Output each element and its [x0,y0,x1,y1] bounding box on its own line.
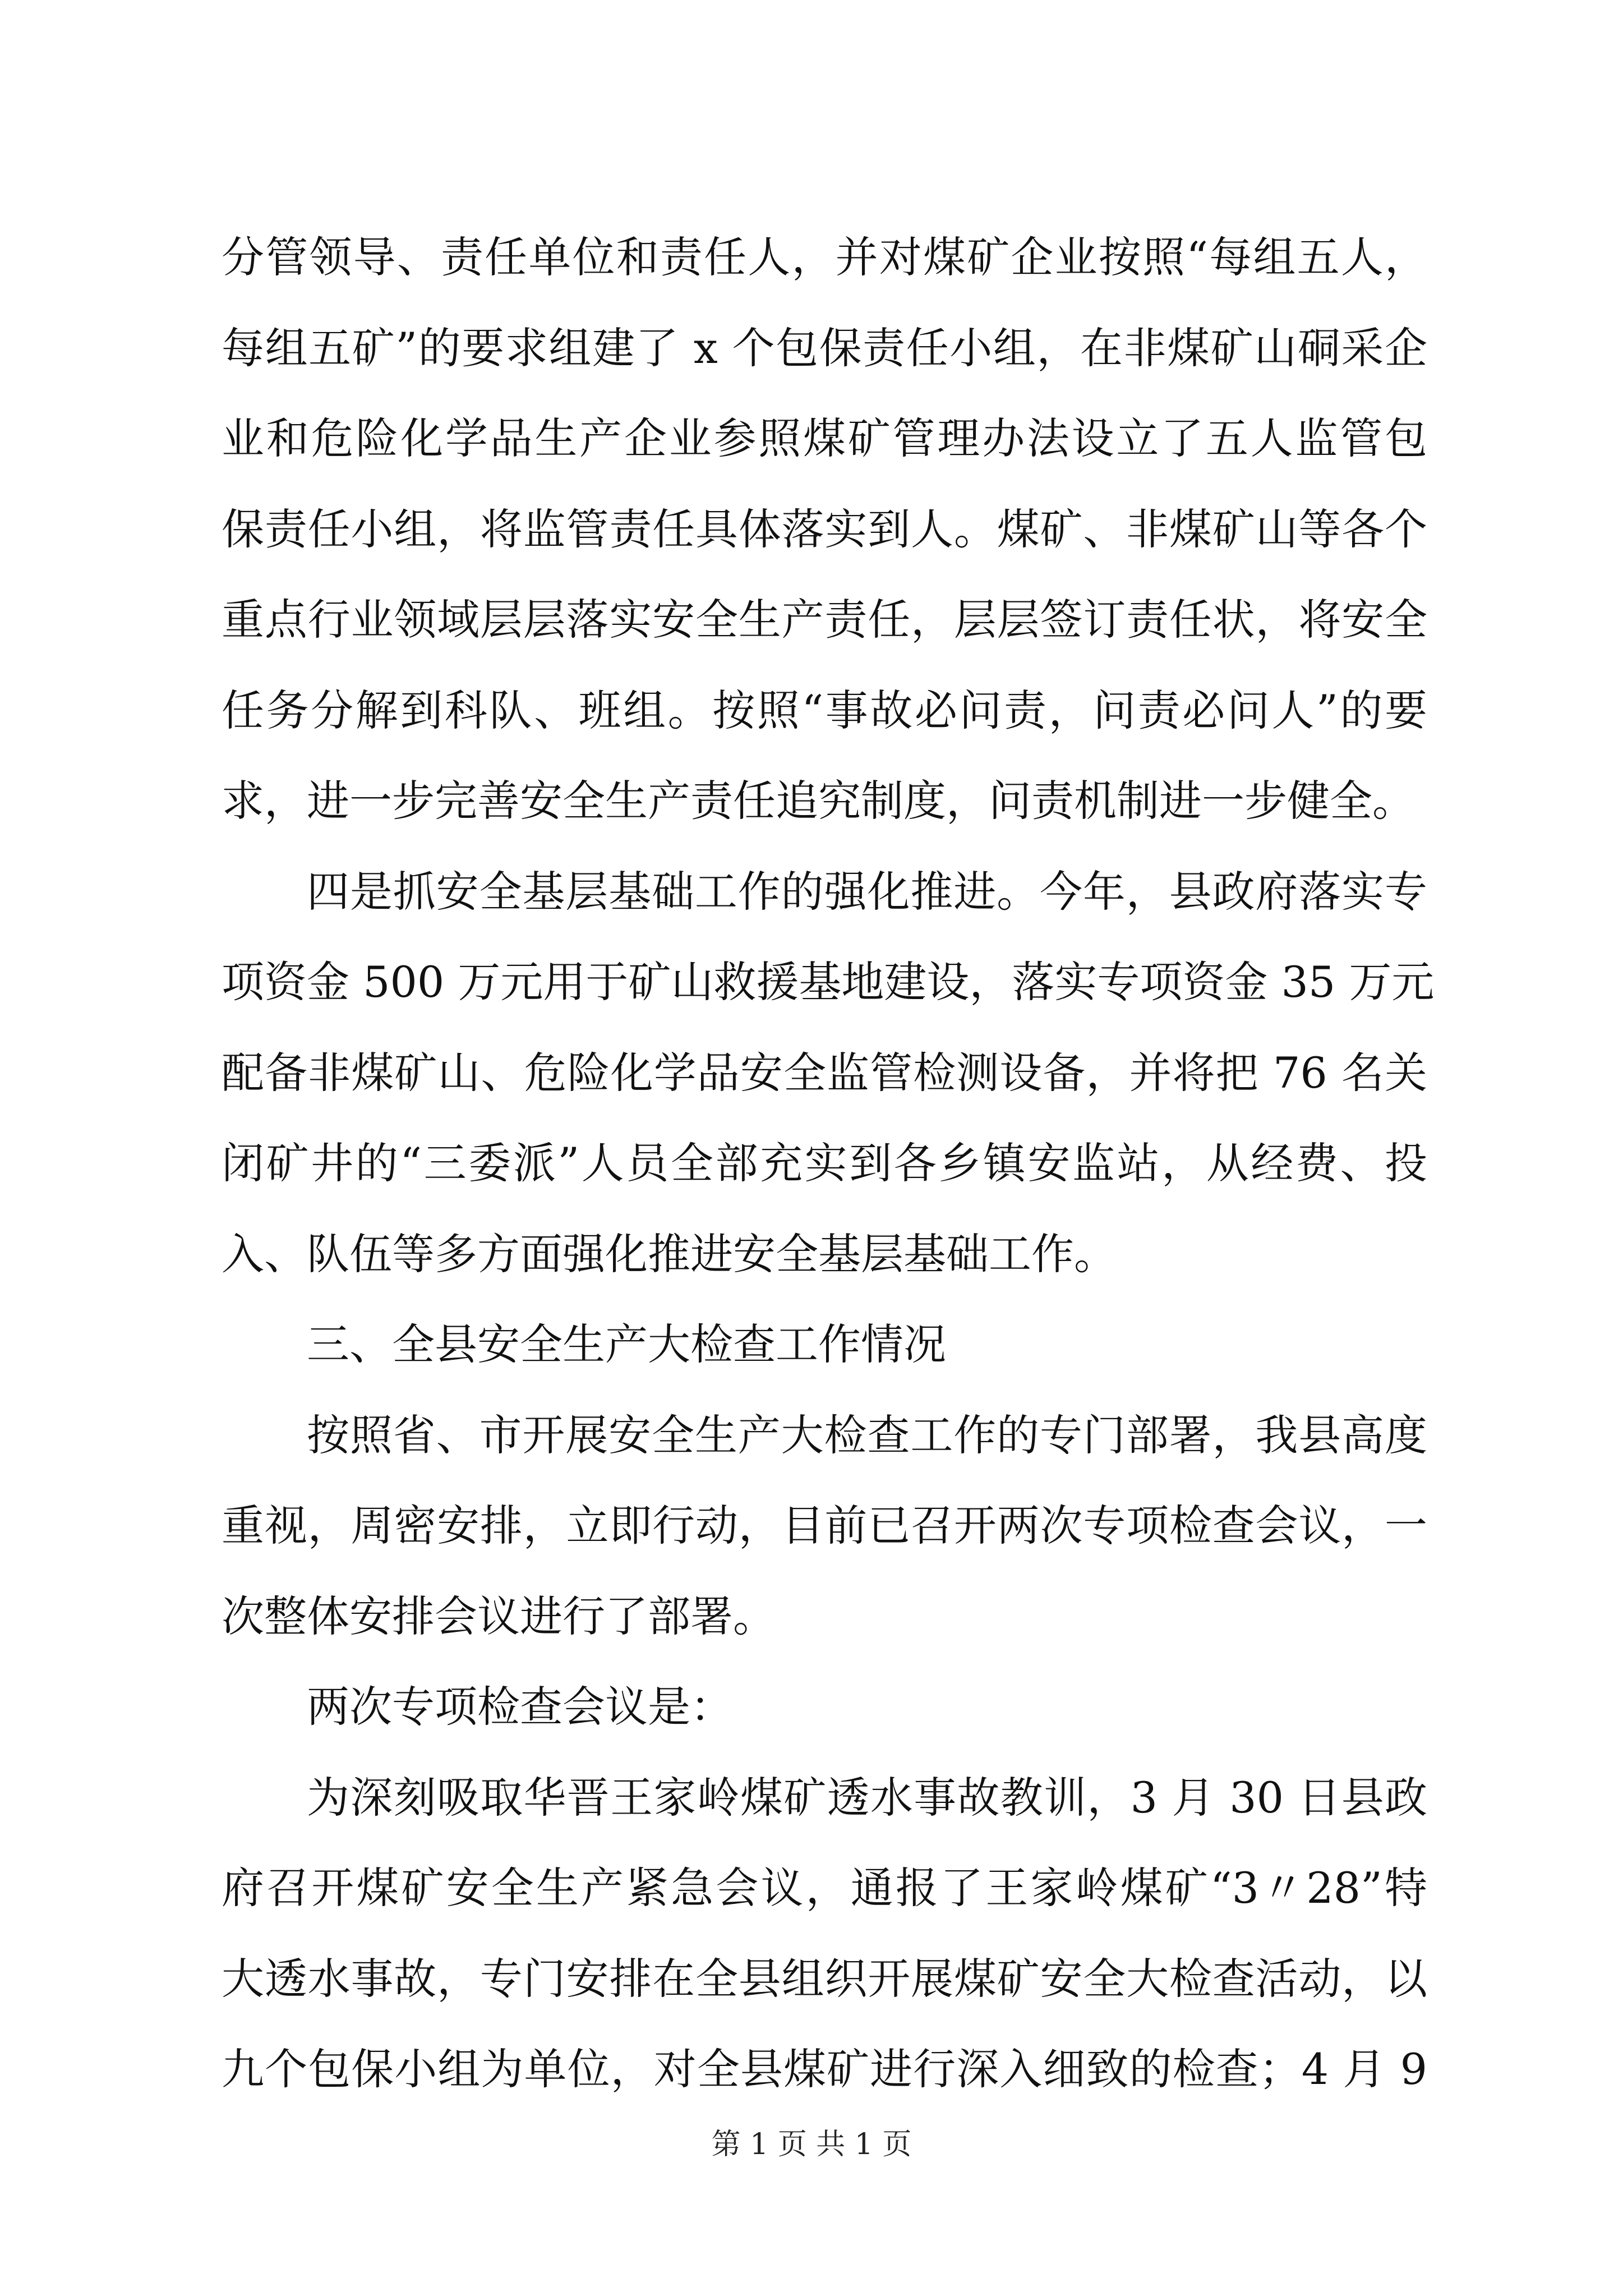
text-line: 九个包保小组为单位，对全县煤矿进行深入细致的检查；4 月 9 [222,2044,1427,2094]
body-text [222,212,1435,2115]
page-footer: 第 1 页 共 1 页 [711,2128,912,2161]
text-line: 大透水事故，专门安排在全县组织开展煤矿安全大检查活动，以 [222,1953,1427,2004]
text-line: 分管领导、责任单位和责任人，并对煤矿企业按照“每组五人， [222,232,1427,282]
text-line: 为深刻吸取华晋王家岭煤矿透水事故教训，3 月 30 日县政 [307,1772,1427,1823]
text-line: 求，进一步完善安全生产责任追究制度，问责机制进一步健全。 [222,776,1415,826]
text-line: 每组五矿”的要求组建了 x 个包保责任小组，在非煤矿山硐采企 [222,323,1427,373]
text-line: 府召开煤矿安全生产紧急会议，通报了王家岭煤矿“3〃28”特 [222,1863,1427,1913]
text-line: 次整体安排会议进行了部署。 [222,1591,776,1641]
text-line: 按照省、市开展安全生产大检查工作的专门部署，我县高度 [307,1410,1427,1460]
text-line: 业和危险化学品生产企业参照煤矿管理办法设立了五人监管包 [222,413,1427,463]
text-line: 配备非煤矿山、危险化学品安全监管检测设备，并将把 76 名关 [222,1047,1427,1098]
text-line: 保责任小组，将监管责任具体落实到人。煤矿、非煤矿山等各个 [222,504,1427,554]
text-line: 两次专项检查会议是： [307,1682,733,1732]
text-line: 闭矿井的“三委派”人员全部充实到各乡镇安监站，从经费、投 [222,1138,1427,1188]
text-line: 项资金 500 万元用于矿山救援基地建设，落实专项资金 35 万元 [222,957,1435,1007]
text-line: 任务分解到科队、班组。按照“事故必问责，问责必问人”的要 [222,685,1427,735]
text-line: 三、全县安全生产大检查工作情况 [307,1319,946,1369]
text-line: 四是抓安全基层基础工作的强化推进。今年，县政府落实专 [307,866,1427,917]
text-line: 重点行业领域层层落实安全生产责任，层层签订责任状，将安全 [222,595,1427,645]
text-line: 重视，周密安排，立即行动，目前已召开两次专项检查会议，一 [222,1501,1427,1550]
text-line: 入、队伍等多方面强化推进安全基层基础工作。 [222,1228,1117,1279]
